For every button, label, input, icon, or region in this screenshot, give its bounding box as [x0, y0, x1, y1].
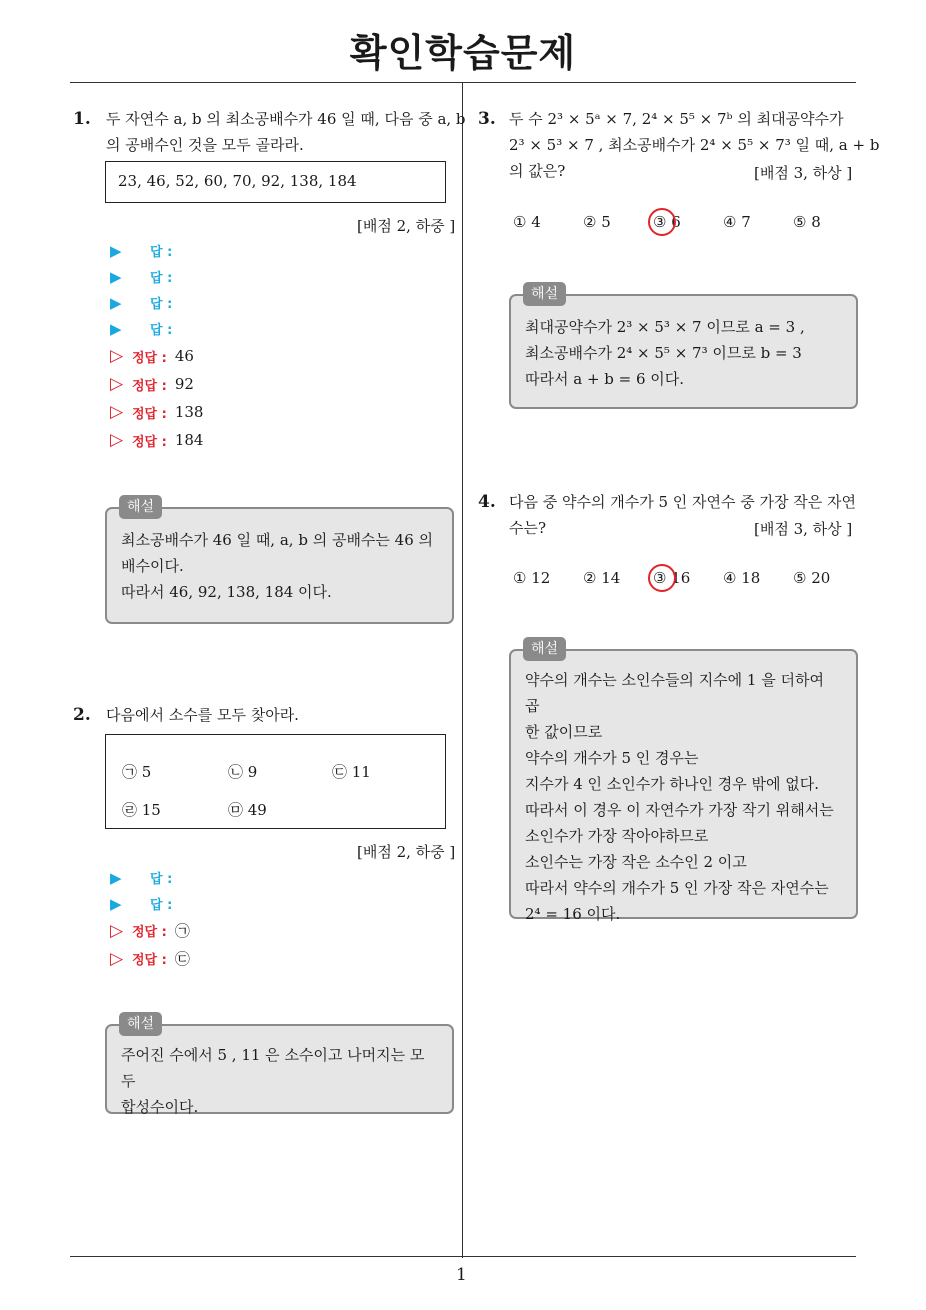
correct-answer: ▷ 정답 : ㉢ — [110, 948, 190, 969]
answer-field[interactable]: ▶ 답 : — [110, 894, 173, 913]
question-1-score: [배점 2, 하중 ] — [357, 217, 456, 235]
answer-arrow-icon: ▶ — [110, 868, 122, 887]
solution-line: 최소공배수가 2⁴ × 5⁵ × 7³ 이므로 b = 3 — [525, 344, 802, 362]
correct-answer: ▷ 정답 : 184 — [110, 430, 204, 450]
solution-tag: 해설 — [119, 1012, 162, 1036]
solution-line: 주어진 수에서 5 , 11 은 소수이고 나머지는 모두 — [121, 1046, 425, 1090]
question-1-number-box — [105, 161, 446, 203]
question-1-line-1: 두 자연수 a, b 의 최소공배수가 46 일 때, 다음 중 a, b — [106, 110, 466, 128]
correct-answer: ▷ 정답 : 46 — [110, 346, 194, 366]
option-1[interactable]: ① 4 — [513, 213, 541, 231]
bottom-rule — [70, 1256, 856, 1257]
page-title: 확인학습문제 — [349, 31, 577, 75]
question-1-line-2: 의 공배수인 것을 모두 골라라. — [106, 136, 304, 154]
question-3-score: [배점 3, 하상 ] — [754, 164, 853, 182]
solution-line: 2⁴ = 16 이다. — [525, 905, 621, 923]
item: ㉤ 49 — [228, 801, 267, 819]
correct-arrow-icon: ▷ — [110, 402, 124, 422]
solution-line: 최소공배수가 46 일 때, a, b 의 공배수는 46 의 — [121, 531, 434, 549]
option-1[interactable]: ① 12 — [513, 569, 551, 587]
answer-field[interactable]: ▶ 답 : — [110, 293, 173, 312]
option-3[interactable]: ③ 6 — [653, 213, 681, 231]
solution-tag: 해설 — [523, 282, 566, 306]
question-1-number-list: 23, 46, 52, 60, 70, 92, 138, 184 — [118, 172, 357, 190]
answer-arrow-icon: ▶ — [110, 319, 122, 338]
question-2-items-box — [105, 734, 446, 829]
item: ㉡ 9 — [228, 763, 258, 781]
correct-arrow-icon: ▷ — [110, 948, 124, 969]
answer-field[interactable]: ▶ 답 : — [110, 868, 173, 887]
question-2-line-1: 다음에서 소수를 모두 찾아라. — [106, 706, 299, 724]
question-1-number: 1. — [73, 109, 91, 129]
solution-line: 따라서 a + b = 6 이다. — [525, 370, 685, 388]
page-number: 1 — [456, 1265, 467, 1285]
solution-line: 배수이다. — [121, 557, 184, 575]
question-1-solution-box — [105, 507, 454, 624]
question-4-number: 4. — [478, 492, 496, 512]
question-3-line-3: 의 값은? — [509, 162, 566, 180]
correct-answer: ▷ 정답 : 92 — [110, 374, 194, 394]
question-2-score: [배점 2, 하중 ] — [357, 843, 456, 861]
correct-answer: ▷ 정답 : 138 — [110, 402, 204, 422]
question-3-solution-box — [509, 294, 858, 409]
question-2-solution-box — [105, 1024, 454, 1114]
solution-line: 따라서 이 경우 이 자연수가 가장 작기 위해서는 — [525, 801, 834, 819]
correct-arrow-icon: ▷ — [110, 374, 124, 394]
answer-field[interactable]: ▶ 답 : — [110, 267, 173, 286]
answer-arrow-icon: ▶ — [110, 241, 122, 260]
solution-line: 약수의 개수가 5 인 경우는 — [525, 749, 699, 767]
selected-answer-circle-icon — [648, 564, 676, 592]
solution-line: 따라서 약수의 개수가 5 인 가장 작은 자연수는 — [525, 879, 829, 897]
correct-arrow-icon: ▷ — [110, 920, 124, 941]
solution-line: 따라서 46, 92, 138, 184 이다. — [121, 583, 332, 601]
answer-arrow-icon: ▶ — [110, 267, 122, 286]
answer-field[interactable]: ▶ 답 : — [110, 241, 173, 260]
solution-line: 합성수이다. — [121, 1098, 199, 1116]
item: ㉢ 11 — [332, 763, 371, 781]
top-rule — [70, 82, 856, 83]
answer-arrow-icon: ▶ — [110, 293, 122, 312]
correct-answer: ▷ 정답 : ㉠ — [110, 920, 190, 941]
option-5[interactable]: ⑤ 20 — [793, 569, 831, 587]
question-4-score: [배점 3, 하상 ] — [754, 520, 853, 538]
column-divider — [462, 83, 463, 1258]
question-3-line-1: 두 수 2³ × 5ᵃ × 7, 2⁴ × 5⁵ × 7ᵇ 의 최대공약수가 — [509, 110, 844, 128]
solution-tag: 해설 — [119, 495, 162, 519]
correct-arrow-icon: ▷ — [110, 346, 124, 366]
question-2-number: 2. — [73, 705, 91, 725]
option-2[interactable]: ② 14 — [583, 569, 621, 587]
solution-line: 소인수는 가장 작은 소수인 2 이고 — [525, 853, 747, 871]
solution-line: 지수가 4 인 소인수가 하나인 경우 밖에 없다. — [525, 775, 820, 793]
question-3-line-2: 2³ × 5³ × 7 , 최소공배수가 2⁴ × 5⁵ × 7³ 일 때, a + b — [509, 136, 880, 154]
solution-line: 한 값이므로 — [525, 723, 603, 741]
question-4-line-1: 다음 중 약수의 개수가 5 인 자연수 중 가장 작은 자연 — [509, 493, 857, 511]
answer-arrow-icon: ▶ — [110, 894, 122, 913]
selected-answer-circle-icon — [648, 208, 676, 236]
option-4[interactable]: ④ 7 — [723, 213, 751, 231]
solution-line: 약수의 개수는 소인수들의 지수에 1 을 더하여 곱 — [525, 671, 824, 715]
correct-arrow-icon: ▷ — [110, 430, 124, 450]
solution-line: 최대공약수가 2³ × 5³ × 7 이므로 a = 3 , — [525, 318, 805, 336]
solution-line: 소인수가 가장 작아야하므로 — [525, 827, 709, 845]
solution-tag: 해설 — [523, 637, 566, 661]
option-4[interactable]: ④ 18 — [723, 569, 761, 587]
option-2[interactable]: ② 5 — [583, 213, 611, 231]
item: ㉣ 15 — [122, 801, 161, 819]
question-4-solution-box — [509, 649, 858, 923]
question-4-line-2: 수는? — [509, 519, 547, 537]
item: ㉠ 5 — [122, 763, 152, 781]
answer-field[interactable]: ▶ 답 : — [110, 319, 173, 338]
option-3[interactable]: ③ 16 — [653, 569, 691, 587]
question-3-number: 3. — [478, 109, 496, 129]
option-5[interactable]: ⑤ 8 — [793, 213, 821, 231]
